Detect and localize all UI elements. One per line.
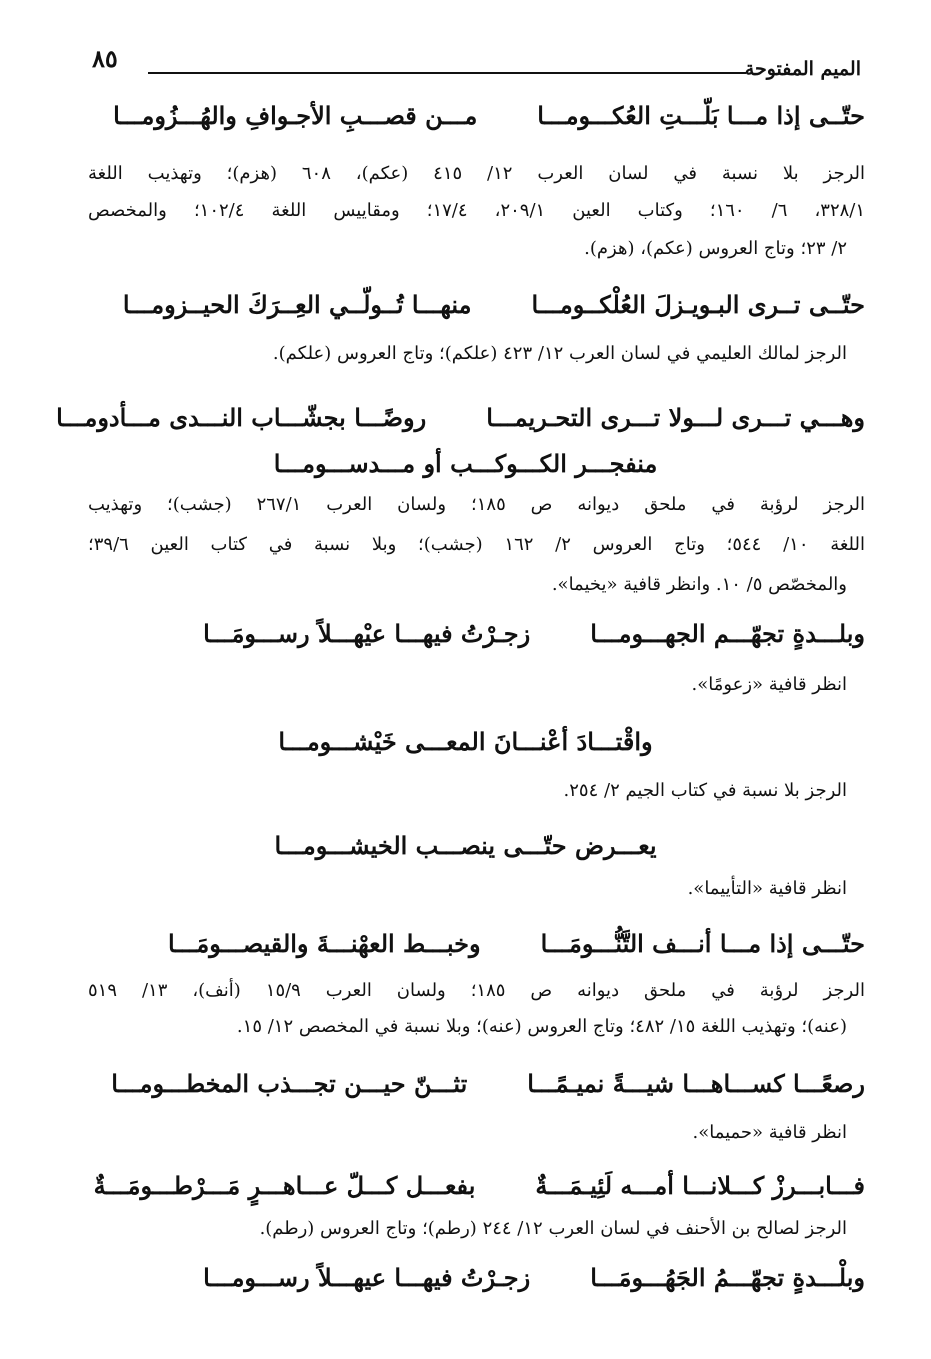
verse-first-hemistich: فـــابـــرزْ كـــلانـــا أمـــه لَئِيـمَـــةٌ (535, 1171, 865, 1200)
verse-line (168, 929, 865, 958)
citation-note: الرجز لرؤبة في ملحق ديوانه ص ١٨٥؛ ولسان العرب ٢٦٧/١ (جشب)؛ وتهذيب (88, 494, 865, 515)
verse-line (113, 101, 865, 130)
verse-line (203, 619, 865, 648)
verse-line (203, 1263, 865, 1292)
verse-first-hemistich: وهـــي تـــرى لـــولا تـــرى التحـريمـــا (486, 403, 865, 432)
verse-line (0, 449, 931, 478)
citation-note: انظر قافية «زعومًا». (691, 674, 847, 695)
citation-note: ٢/ ٢٣؛ وتاج العروس (عكم)، (هزم). (584, 238, 847, 259)
verse-first-hemistich: واقْتـــادَ أعْنـــانَ المعـــى خَيْشـــومـــا (278, 727, 653, 756)
verse-second-hemistich: منهـــا تُــولّــي العِــرَكَ الحيــزومـــا (122, 290, 472, 319)
citation-note: انظر قافية «التأييما». (687, 878, 847, 899)
citation-note: ٣٢٨/١، ٦/ ١٦٠؛ وكتاب العين ٢٠٩/١، ١٧/٤؛ ومقاييس اللغة ١٠٢/٤؛ والمخصص (88, 200, 866, 221)
citation-note: الرجز لمالك العليمي في لسان العرب ١٢/ ٤٢٣ (علكم)؛ وتاج العروس (علكم). (272, 343, 847, 364)
verse-first-hemistich: منفجـــر الكـــوكـــب أو مـــدســـومـــا (273, 449, 658, 478)
verse-first-hemistich: وبلْـــدةٍ تجهّـــمُ الجَهُـــومَـــا (590, 1263, 865, 1292)
chapter-title: الميم المفتوحة (744, 58, 861, 80)
citation-note: (عنه)؛ وتهذيب اللغة ١٥/ ٤٨٢؛ وتاج العروس (عنه)؛ وبلا نسبة في المخصص ١٢/ ١٥. (236, 1016, 847, 1037)
verse-second-hemistich: وخبـــط العهْنـــةَ والقيصـــومَـــا (168, 929, 481, 958)
verse-second-hemistich: روضًـــا بجشّـــاب النـــدى مـــأدومـــا (56, 403, 427, 432)
verse-first-hemistich: يعـــرض حتّـــى ينصـــب الخيشـــومـــا (274, 831, 657, 860)
verse-first-hemistich: وبلـــدةٍ تجهّـــم الجهـــومـــا (590, 619, 865, 648)
page-number: ٨٥ (92, 44, 118, 73)
verse-second-hemistich: بفعـــل كـــلّ عـــاهـــرٍ مَـــرْطـــومَـــةٌ (93, 1171, 476, 1200)
verse-line (122, 290, 865, 319)
verse-line (93, 1171, 865, 1200)
verse-second-hemistich: زجـرْتُ فيهـــا عيهـــلاً رســـومـــا (203, 1263, 531, 1292)
verse-first-hemistich: حتّــى إذا مـــا بَلّـــتِ العُكـــومـــا (537, 101, 865, 130)
citation-note: والمخصّص ٥/ ١٠. وانظر قافية «يخيما». (551, 574, 847, 595)
verse-first-hemistich: رصعًـــا كســـاهـــا شيـــةً نميـمًـــا (527, 1069, 865, 1098)
verse-second-hemistich: مـــن قصـــبِ الأجـوافِ والهُـــزُومـــا (113, 101, 478, 130)
citation-note: الرجز بلا نسبة في لسان العرب ١٢/ ٤١٥ (عكم)، ٦٠٨ (هزم)؛ وتهذيب اللغة (88, 163, 865, 184)
verse-line (111, 1069, 865, 1098)
verse-line (0, 727, 931, 756)
citation-note: الرجز بلا نسبة في كتاب الجيم ٢/ ٢٥٤. (563, 780, 847, 801)
verse-first-hemistich: حتّــى تــرى البـويـزلَ العُلْكــومـــا (531, 290, 865, 319)
verse-line (56, 403, 865, 432)
citation-note: الرجز لصالح بن الأحنف في لسان العرب ١٢/ ٢٤٤ (رطم)؛ وتاج العروس (رطم). (259, 1218, 847, 1239)
citation-note: اللغة ١٠/ ٥٤٤؛ وتاج العروس ٢/ ١٦٢ (جشب)؛ وبلا نسبة في كتاب العين ٣٩/٦؛ (88, 534, 865, 555)
header-rule (148, 72, 746, 74)
verse-line (0, 831, 931, 860)
verse-second-hemistich: تثـــنّ حيـــن تجـــذب المخطـــومـــا (111, 1069, 468, 1098)
citation-note: انظر قافية «حميما». (692, 1122, 847, 1143)
citation-note: الرجز لرؤبة في ملحق ديوانه ص ١٨٥؛ ولسان العرب ١٥/٩ (أنف)، ١٣/ ٥١٩ (88, 980, 865, 1001)
verse-second-hemistich: زجـرْتُ فيهـــا عيْهـــلاً رســـومَـــا (203, 619, 531, 648)
verse-first-hemistich: حتّـــى إذا مـــا أنـــف التَّنُّـــومَـــا (540, 929, 865, 958)
